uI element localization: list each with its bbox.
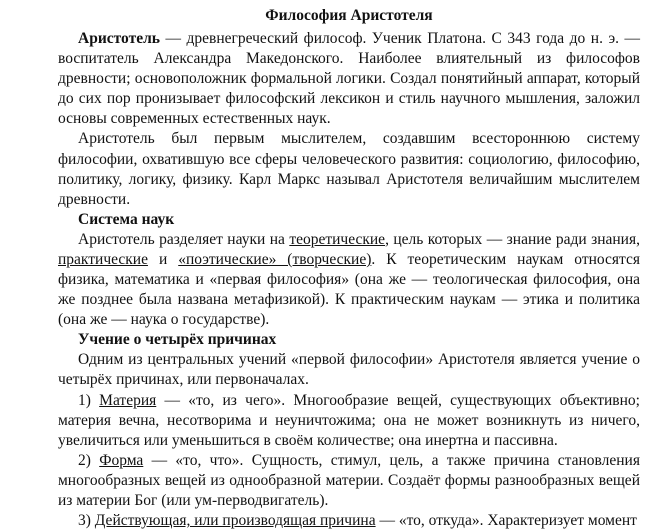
form-text: — «то, что». Сущность, стимул, цель, а также причина становления многообразных вещей из однообразной материи. Создаёт формы разнообразных вещей из материи Бог (или ум-перводвигатель). <box>58 451 640 509</box>
heading-science-system: Система наук <box>78 210 175 228</box>
paragraph-matter <box>58 391 640 451</box>
paragraph-sciences <box>58 230 640 330</box>
sciences-text-c: и <box>147 250 179 268</box>
paragraph-form <box>58 451 640 511</box>
item-number: 1) <box>78 391 100 409</box>
term-aristotle: Аристотель <box>78 30 160 47</box>
paragraph-system: Аристотель был первым мыслителем, создавшим всестороннюю систему философии, охватившую все сферы человеческого развития: социологию, философию, политику, логику, физику. Карл Маркс называл Аристотеля величайшим мыслителем древности. <box>58 130 640 208</box>
term-poetic: «поэтические» (творческие) <box>178 250 372 268</box>
term-efficient-cause: Действующая, или производящая причина <box>94 512 376 530</box>
sciences-text-a: Аристотель разделяет науки на <box>78 230 290 248</box>
intro-text: — древнегреческий философ. Ученик Платона. С 343 года до н. э. — воспитатель Александра Македонского. Наиболее влиятельный из философов древности; основоположник формальной логики. Создал понятийный аппарат, который до сих пор пронизывает философский лексикон и стиль научного мышления, заложил основы современных естественных наук. <box>58 30 640 128</box>
item-number: 2) <box>78 451 100 469</box>
heading-four-causes: Учение о четырёх причинах <box>78 331 277 349</box>
term-theoretical: теоретические <box>289 230 386 248</box>
term-form: Форма <box>99 451 144 469</box>
sciences-text-b: , цель которых — знание ради знания, <box>385 230 640 248</box>
paragraph-causes-intro: Одним из центральных учений «первой философии» Аристотеля является учение о четырёх причинах, или первоначалах. <box>58 351 640 389</box>
paragraph-intro <box>58 29 640 129</box>
efficient-cause-text: — «то, откуда». Характеризует момент <box>375 512 637 530</box>
sciences-text-d: . К теоретическим наукам относятся физика, математика и «первая философия» (она же — теологическая философия, она же позднее была названа метафизикой). К практическим наукам — этика и политика (она же — наука о государстве). <box>58 250 641 329</box>
paragraph-efficient-cause <box>58 511 640 531</box>
term-practical: практические <box>58 250 148 268</box>
term-matter: Материя <box>99 391 157 409</box>
matter-text: — «то, из чего». Многообразие вещей, существующих объективно; материя вечна, несотворима и неуничтожима; она не может возникнуть из ничего, увеличиться или уменьшиться в своём количестве; она инертна и пассивна. <box>58 391 640 449</box>
item-number: 3) <box>78 512 95 530</box>
document-title: Философия Аристотеля <box>265 7 433 24</box>
